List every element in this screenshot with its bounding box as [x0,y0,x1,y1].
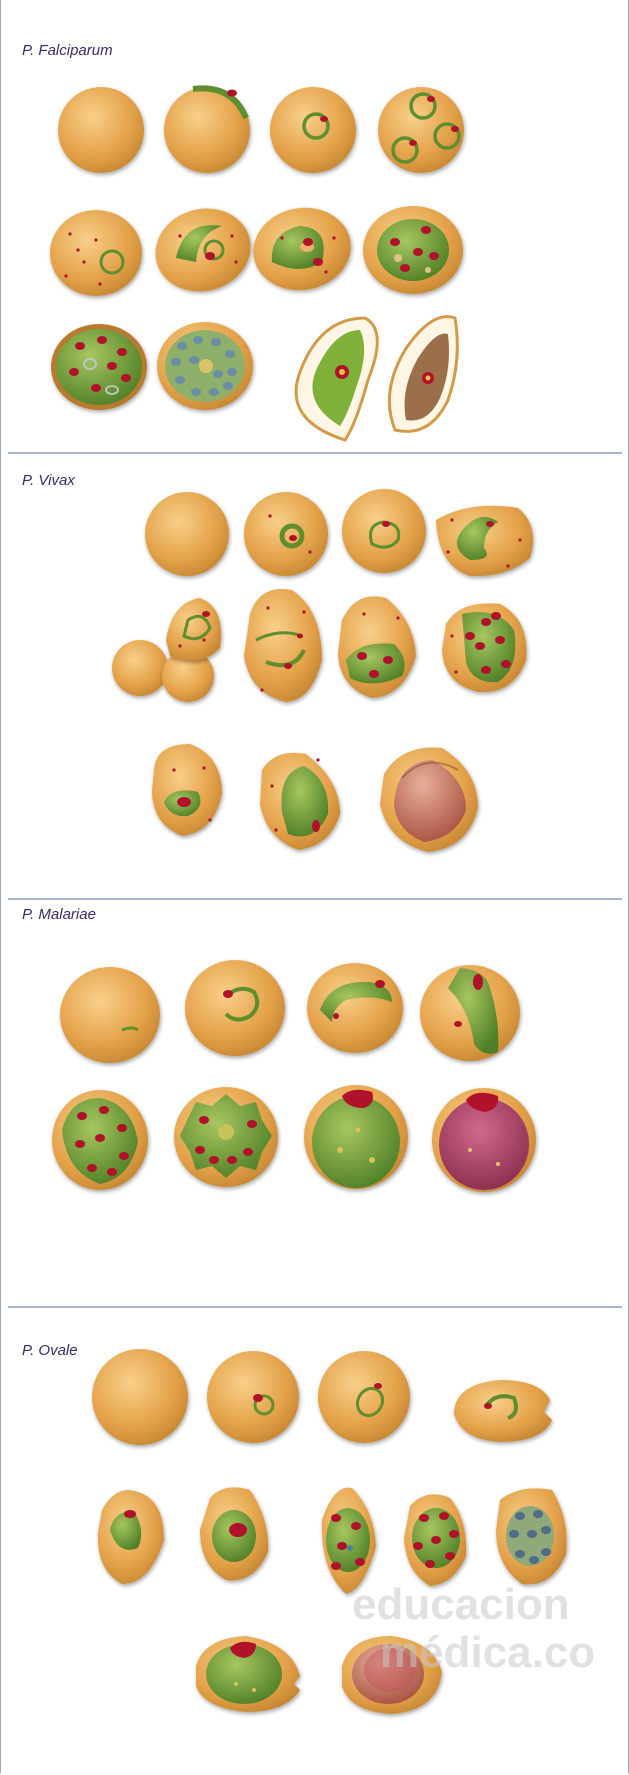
rbc-early-schizont [338,596,416,698]
rbc-trophozoite [98,1490,164,1584]
rbc-ring-form-oval [318,1351,410,1443]
rbc-ring-form [244,492,328,576]
rbc-schizont-early [52,1090,148,1190]
rbc-band-form [420,965,520,1061]
rbc-schizont [51,324,147,410]
ovale-row-2 [98,1487,567,1594]
section-title-falciparum: P. Falciparum [22,42,113,59]
gametocyte-crescent-female [296,318,377,440]
vivax-row-1 [145,489,533,576]
rbc-amoeboid-cluster [112,598,221,702]
rbc-maurer-clefts [50,210,142,296]
rbc-gametocyte-green [304,1085,408,1189]
rbc-ring-form-large [342,489,426,573]
malariae-row-2 [52,1085,536,1192]
rbc-oval-fimbriated [454,1380,552,1442]
rbc-amoeboid-trophozoite [436,506,533,576]
rbc-trophozoite-oval [200,1487,268,1580]
gametocyte-crescent-male [389,317,457,432]
vivax-row-2 [112,589,526,702]
rbc-mature-schizont [157,322,253,410]
rbc-gametocyte-growing [260,753,340,850]
rbc-cell [145,492,229,576]
rbc-cell [92,1349,188,1445]
section-title-malariae: P. Malariae [22,906,96,923]
rbc-ring-form [207,1351,299,1443]
rbc-gametocyte-green [196,1636,300,1712]
rbc-schizont-early [363,206,463,294]
falciparum-row-2 [50,198,463,302]
rbc-early-gametocyte [152,744,222,836]
rbc-band-form-early [307,963,403,1053]
ovale-row-1 [92,1349,552,1445]
rbc-rosette-schizont [174,1087,278,1187]
rbc-schizont [404,1494,466,1586]
vivax-row-3 [152,744,478,852]
rbc-schizont-early [322,1488,376,1594]
rbc-cell [58,87,144,173]
rbc-trophozoite-spread [244,589,322,702]
malariae-row-1 [60,960,520,1063]
rbc-trophozoite [146,198,260,302]
rbc-late-trophozoite [247,200,358,298]
section-title-ovale: P. Ovale [22,1342,78,1359]
watermark-line1: educacion [352,1580,570,1629]
rbc-early-ring [164,87,250,173]
rbc-gametocyte-mauve [432,1088,536,1192]
rbc-cell-small-ring [60,967,160,1063]
rbc-mature-schizont [496,1488,567,1584]
falciparum-row-3 [51,317,457,440]
falciparum-row-1 [58,87,464,173]
watermark-line2: médica.co [380,1628,596,1677]
rbc-mature-gametocyte [380,748,478,852]
section-title-vivax: P. Vivax [22,472,75,489]
rbc-multiple-rings [378,87,464,173]
rbc-ring-form [270,87,356,173]
rbc-schizont [442,603,526,692]
rbc-ring-form [185,960,285,1056]
